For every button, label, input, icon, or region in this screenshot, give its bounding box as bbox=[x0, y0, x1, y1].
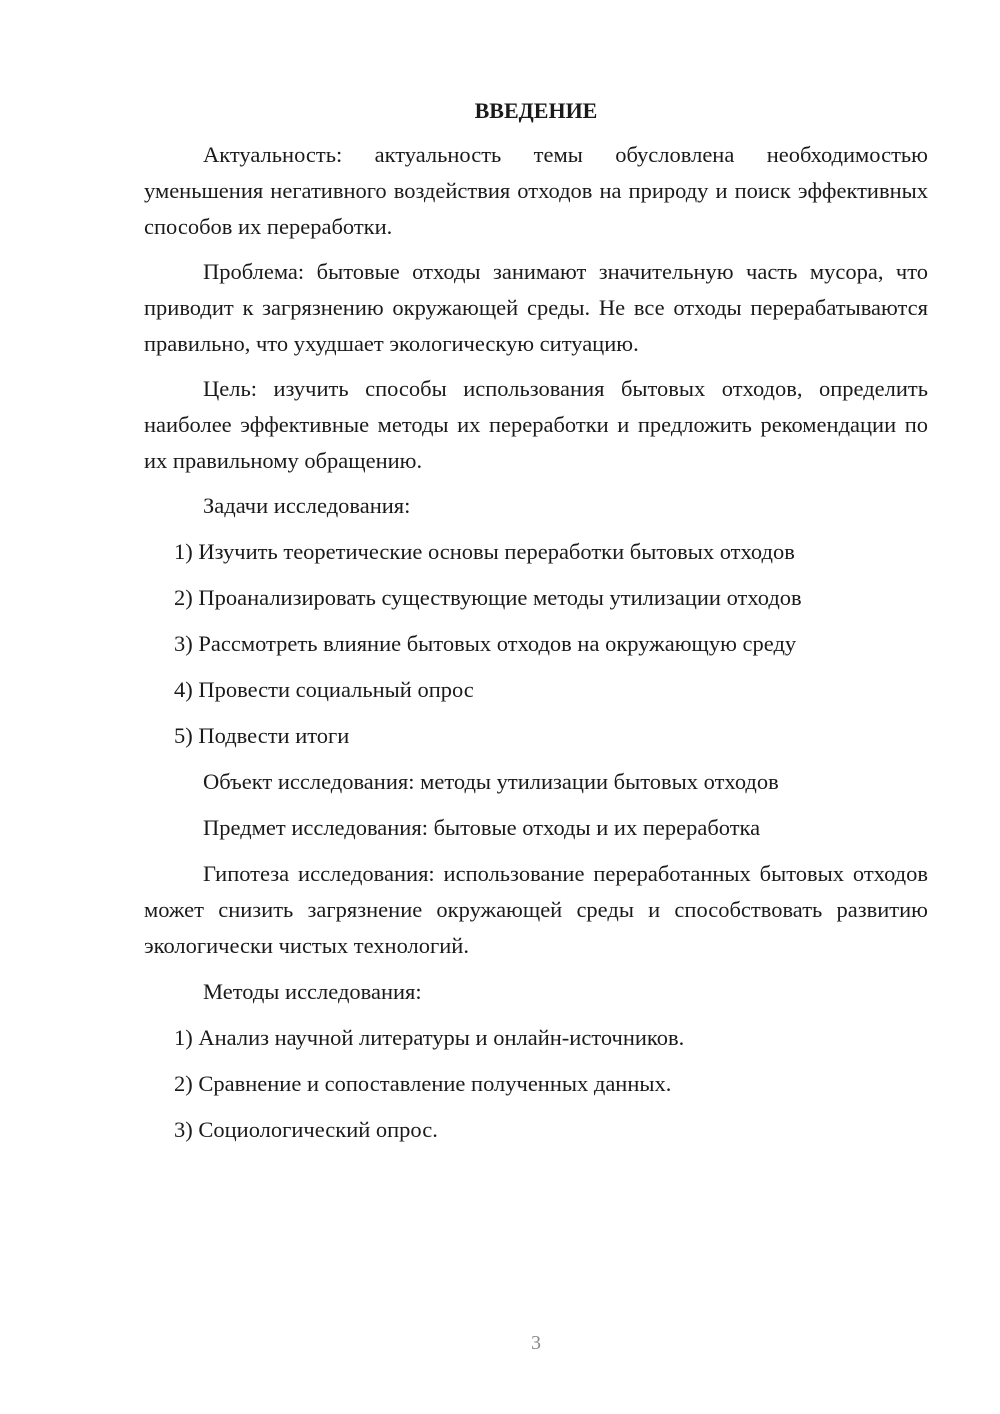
tasks-heading: Задачи исследования: bbox=[203, 493, 411, 518]
subject-paragraph: Предмет исследования: бытовые отходы и их переработка bbox=[203, 815, 761, 840]
list-item: 4) Провести социальный опрос bbox=[174, 677, 474, 702]
list-item: 5) Подвести итоги bbox=[174, 723, 350, 748]
relevance-paragraph: Актуальность: актуальность темы обусловлена необходимостью уменьшения негативного воздействия отходов на природу и поиск эффективных способов их переработки. bbox=[144, 142, 928, 239]
list-item: 3) Рассмотреть влияние бытовых отходов на окружающую среду bbox=[174, 631, 797, 656]
list-item: 2) Сравнение и сопоставление полученных данных. bbox=[174, 1071, 672, 1096]
object-paragraph: Объект исследования: методы утилизации бытовых отходов bbox=[203, 769, 779, 794]
page-content bbox=[144, 93, 928, 1148]
list-item: 1) Анализ научной литературы и онлайн-источников. bbox=[174, 1025, 685, 1050]
problem-paragraph: Проблема: бытовые отходы занимают значительную часть мусора, что приводит к загрязнению окружающей среды. Не все отходы перерабатываются правильно, что ухудшает экологическую ситуацию. bbox=[144, 259, 928, 356]
list-item: 3) Социологический опрос. bbox=[174, 1117, 438, 1142]
page-title: ВВЕДЕНИЕ bbox=[474, 98, 598, 123]
methods-list bbox=[144, 1020, 928, 1148]
page-number: 3 bbox=[531, 1332, 541, 1354]
list-item: 1) Изучить теоретические основы переработки бытовых отходов bbox=[174, 539, 795, 564]
methods-heading: Методы исследования: bbox=[203, 979, 422, 1004]
tasks-list bbox=[144, 534, 928, 754]
hypothesis-paragraph: Гипотеза исследования: использование переработанных бытовых отходов может снизить загрязнение окружающей среды и способствовать развитию экологически чистых технологий. bbox=[144, 861, 928, 958]
list-item: 2) Проанализировать существующие методы утилизации отходов bbox=[174, 585, 802, 610]
goal-paragraph: Цель: изучить способы использования бытовых отходов, определить наиболее эффективные методы их переработки и предложить рекомендации по их правильному обращению. bbox=[144, 376, 928, 473]
